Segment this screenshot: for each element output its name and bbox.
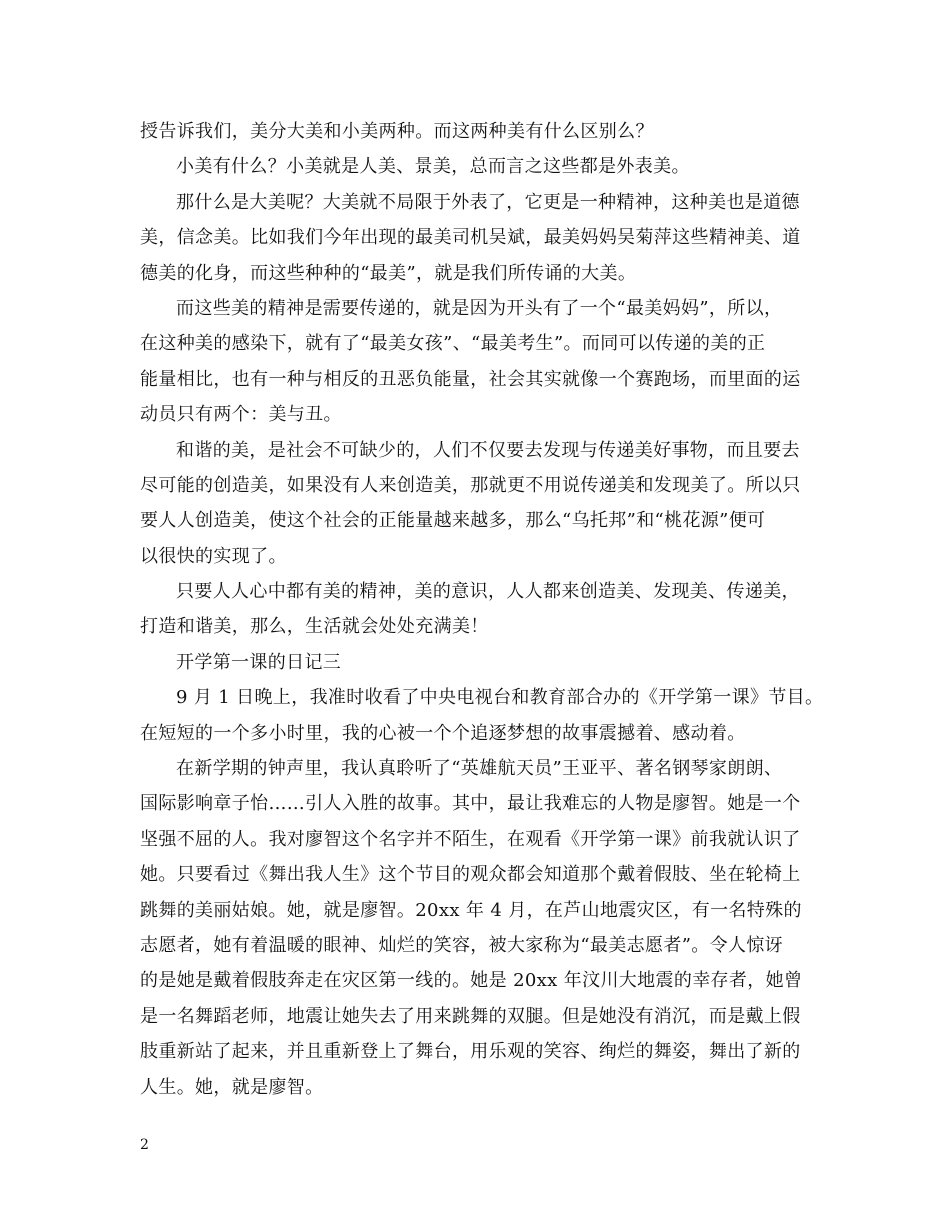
text-line: 能量相比，也有一种与相反的丑恶负能量，社会其实就像一个赛跑场，而里面的运	[140, 368, 801, 390]
text-line: 和谐的美，是社会不可缺少的，人们不仅要去发现与传递美好事物，而且要去	[176, 439, 800, 461]
text-line: 人生。她，就是廖智。	[140, 1076, 324, 1098]
text-line: 坚强不屈的人。我对廖智这个名字并不陌生，在观看《开学第一课》前我就认识了	[140, 828, 801, 850]
text-line: 跳舞的美丽姑娘。她，就是廖智。20xx 年 4 月，在芦山地震灾区，有一名特殊的	[140, 899, 802, 921]
text-line: 尽可能的创造美，如果没有人来创造美，那就更不用说传递美和发现美了。所以只	[140, 474, 801, 496]
text-line: 她。只要看过《舞出我人生》这个节目的观众都会知道那个戴着假肢、坐在轮椅上	[140, 864, 801, 886]
document-body	[140, 114, 824, 1105]
text-line: 小美有什么？小美就是人美、景美，总而言之这些都是外表美。	[176, 156, 690, 178]
text-line: 肢重新站了起来，并且重新登上了舞台，用乐观的笑容、绚烂的舞姿，舞出了新的	[140, 1041, 801, 1063]
text-line: 在新学期的钟声里，我认真聆听了“英雄航天员”王亚平、著名钢琴家朗朗、	[176, 758, 783, 780]
section-title: 开学第一课的日记三	[176, 651, 342, 673]
text-line: 那什么是大美呢？大美就不局限于外表了，它更是一种精神，这种美也是道德	[176, 191, 800, 213]
text-line: 美，信念美。比如我们今年出现的最美司机吴斌，最美妈妈吴菊萍这些精神美、道	[140, 227, 801, 249]
text-line: 只要人人心中都有美的精神，美的意识，人人都来创造美、发现美、传递美，	[176, 581, 800, 603]
text-line: 是一名舞蹈老师，地震让她失去了用来跳舞的双腿。但是她没有消沉，而是戴上假	[140, 1005, 801, 1027]
text-line: 在这种美的感染下，就有了“最美女孩”、“最美考生”。而同可以传递的美的正	[140, 333, 766, 355]
text-line: 国际影响章子怡……引人入胜的故事。其中，最让我难忘的人物是廖智。她是一个	[140, 793, 801, 815]
page-number: 2	[140, 1137, 149, 1153]
text-line: 授告诉我们，美分大美和小美两种。而这两种美有什么区别么？	[140, 121, 654, 142]
text-line: 而这些美的精神是需要传递的，就是因为开头有了一个“最美妈妈”，所以，	[176, 297, 783, 319]
text-line: 在短短的一个多小时里，我的心被一个个追逐梦想的故事震撼着、感动着。	[140, 722, 746, 744]
text-line: 以很快的实现了。	[140, 545, 287, 567]
text-line: 要人人创造美，使这个社会的正能量越来越多，那么“乌托邦”和“桃花源”便可	[140, 510, 766, 532]
text-line: 德美的化身，而这些种种的“最美”，就是我们所传诵的大美。	[140, 262, 637, 284]
text-line: 打造和谐美，那么，生活就会处处充满美！	[140, 616, 489, 638]
text-line: 动员只有两个：美与丑。	[140, 404, 342, 426]
text-line: 志愿者，她有着温暖的眼神、灿烂的笑容，被大家称为“最美志愿者”。令人惊讶	[140, 934, 784, 956]
text-line: 9 月 1 日晚上，我准时收看了中央电视台和教育部合办的《开学第一课》节目。	[176, 687, 824, 709]
text-line: 的是她是戴着假肢奔走在灾区第一线的。她是 20xx 年汶川大地震的幸存者，她曾	[140, 970, 803, 992]
